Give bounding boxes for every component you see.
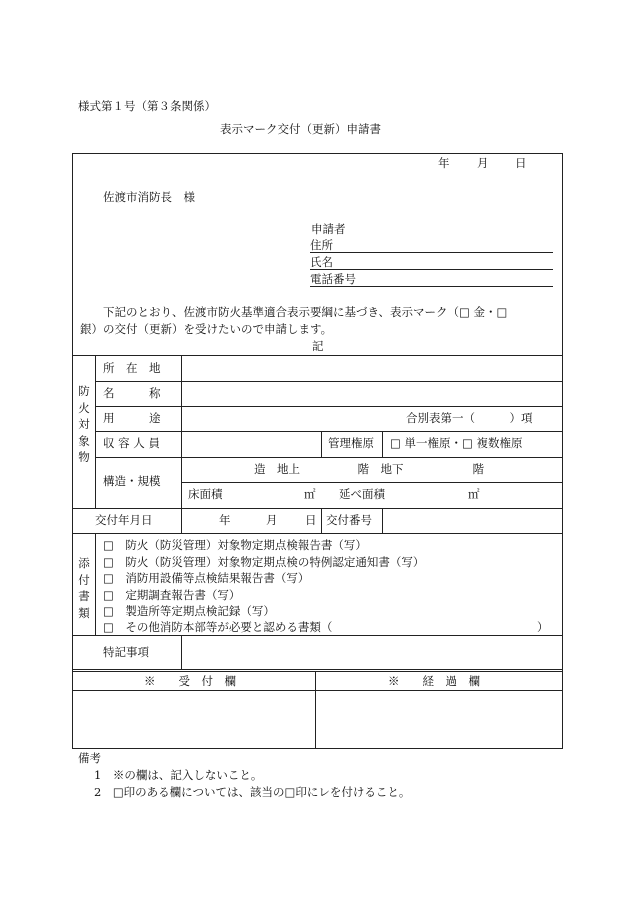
floor-area-label: 床面積 — [188, 487, 223, 501]
use-table-item[interactable]: 合別表第一（ ）項 — [406, 411, 533, 425]
attachment-item[interactable]: □ 防火（防災管理）対象物定期点検の特例認定通知書（写） — [103, 555, 425, 569]
name-row-label: 名 称 — [103, 386, 161, 400]
note-item: 2 □印のある欄については、該当の□印にレを付けること。 — [94, 785, 411, 799]
attachment-close-paren: ） — [537, 620, 549, 634]
divider — [181, 482, 563, 483]
facility-name-input[interactable] — [182, 382, 562, 405]
name-field[interactable] — [310, 255, 553, 270]
attachment-item[interactable]: □ 防火（防災管理）対象物定期点検報告書（写） — [103, 538, 367, 552]
divider — [315, 671, 316, 749]
total-area-unit: ㎡ — [468, 487, 480, 501]
special-notes-input[interactable] — [182, 636, 562, 668]
attachments-section-label: 添付書類 — [78, 556, 90, 620]
applicant-label: 申請者 — [311, 222, 346, 236]
notes-heading: 備考 — [78, 751, 101, 765]
divider — [382, 508, 383, 533]
divider — [72, 669, 563, 670]
structure-line[interactable]: 造 地上 階 地下 階 — [254, 462, 484, 476]
use-label: 用 途 — [103, 411, 161, 425]
attachment-item[interactable]: □ 消防用設備等点検結果報告書（写） — [103, 571, 310, 585]
issue-number-input[interactable] — [384, 509, 562, 532]
reception-label: ※ 受 付 欄 — [144, 674, 236, 688]
date-year[interactable]: 年 — [438, 156, 450, 170]
divider — [382, 431, 383, 457]
divider — [95, 457, 563, 458]
attachment-item[interactable]: □ 定期調査報告書（写） — [103, 588, 241, 602]
floor-area-unit: ㎡ — [304, 487, 316, 501]
mgmt-options[interactable]: □ 単一権原・□ 複数権原 — [390, 436, 523, 450]
issue-year[interactable]: 年 — [219, 513, 231, 527]
body-line-1: 下記のとおり、佐渡市防火基準適合表示要綱に基づき、表示マーク（□ 金・□ — [103, 305, 508, 319]
structure-label: 構造・規模 — [103, 474, 161, 488]
body-line-2: 銀）の交付（更新）を受けたいので申請します。 — [80, 322, 333, 336]
special-notes-label: 特記事項 — [103, 645, 149, 659]
issue-date-label: 交付年月日 — [95, 513, 153, 527]
divider — [72, 671, 563, 672]
issue-number-label: 交付番号 — [326, 513, 372, 527]
divider — [321, 431, 322, 457]
phone-label: 電話番号 — [310, 272, 356, 286]
divider — [321, 508, 322, 533]
addressee: 佐渡市消防長 様 — [103, 190, 195, 204]
divider — [72, 690, 563, 691]
divider — [95, 431, 563, 432]
name-label: 氏名 — [310, 255, 333, 269]
note-item: 1 ※の欄は、記入しないこと。 — [94, 768, 263, 782]
date-month[interactable]: 月 — [477, 156, 489, 170]
progress-label: ※ 経 過 欄 — [388, 674, 480, 688]
total-area-label: 延べ面積 — [339, 487, 385, 501]
address-label: 住所 — [310, 238, 333, 252]
ki-label: 記 — [312, 339, 324, 353]
form-number: 様式第１号（第３条関係） — [78, 99, 216, 113]
capacity-input[interactable] — [182, 432, 320, 456]
location-label: 所 在 地 — [103, 361, 161, 375]
phone-field[interactable] — [310, 272, 553, 287]
divider — [95, 533, 96, 635]
location-input[interactable] — [182, 356, 562, 380]
attachment-item[interactable]: □ その他消防本部等が必要と認める書類（ — [103, 620, 333, 634]
form-title: 表示マーク交付（更新）申請書 — [220, 122, 381, 136]
address-field[interactable] — [310, 238, 553, 253]
issue-month[interactable]: 月 — [266, 513, 278, 527]
attachment-item[interactable]: □ 製造所等定期点検記録（写） — [103, 604, 275, 618]
mgmt-label: 管理権原 — [328, 436, 374, 450]
divider — [72, 533, 563, 534]
divider — [95, 406, 563, 407]
target-section-label: 防火対象物 — [78, 384, 90, 464]
issue-day[interactable]: 日 — [305, 513, 317, 527]
date-day[interactable]: 日 — [515, 156, 527, 170]
capacity-label: 収 容 人 員 — [103, 436, 160, 450]
